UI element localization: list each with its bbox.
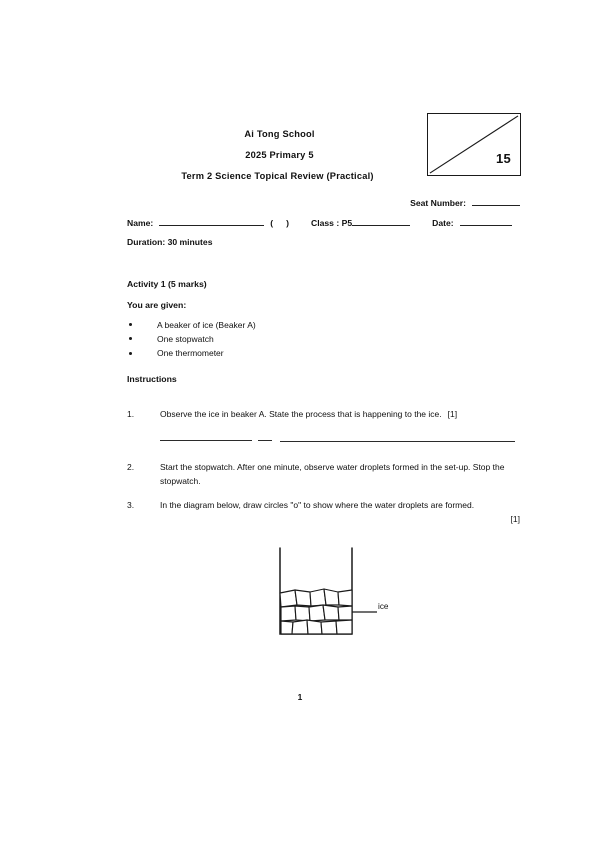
year-level: 2025 Primary 5 [245, 149, 314, 160]
seat-number-row [0, 196, 520, 208]
index-close-paren: ) [286, 218, 290, 228]
list-item [127, 332, 457, 346]
question-3-marks: [1] [510, 513, 520, 524]
question-2-number: 2. [127, 462, 135, 472]
duration-text: Duration: 30 minutes [127, 237, 213, 247]
question-1-marks: [1] [447, 409, 458, 419]
list-item-label: A beaker of ice (Beaker A) [157, 320, 256, 330]
answer-line-segment [160, 440, 252, 441]
list-item-label: One thermometer [157, 348, 224, 359]
bullet-icon [129, 337, 132, 340]
answer-line-question-1[interactable] [160, 440, 515, 442]
question-2-text: Start the stopwatch. After one minute, observe water droplets formed in the set-up. Stop the stopwatch. [160, 462, 505, 486]
question-1-text: Observe the ice in beaker A. State the process that is happening to the ice. [160, 409, 442, 419]
school-name: Ai Tong School [244, 129, 315, 139]
index-open-paren: ( [270, 218, 274, 228]
question-1-number: 1. [127, 409, 135, 419]
beaker-icon [262, 543, 412, 643]
question-3-number: 3. [127, 500, 135, 510]
activity-heading: Activity 1 (5 marks) [127, 279, 207, 289]
list-item [127, 346, 457, 360]
name-label: Name: [127, 218, 154, 228]
date-label: Date: [432, 218, 454, 228]
name-field[interactable] [159, 216, 264, 226]
list-item-label: One stopwatch [157, 334, 214, 345]
given-materials-list [127, 318, 457, 361]
seat-number-label: Seat Number: [410, 198, 466, 208]
header-title-block [145, 130, 410, 192]
ice-label: ice [378, 602, 389, 611]
total-marks-box [427, 113, 521, 176]
instructions-heading: Instructions [127, 374, 177, 384]
bullet-icon [129, 352, 132, 355]
total-marks-value: 15 [495, 151, 511, 166]
date-field[interactable] [460, 216, 512, 226]
answer-line-segment [280, 441, 515, 442]
list-item [127, 318, 457, 332]
particulars-row [127, 216, 512, 228]
question-3 [127, 499, 520, 524]
question-2 [127, 461, 520, 488]
class-field[interactable] [352, 216, 410, 226]
seat-number-field[interactable] [472, 196, 520, 206]
beaker-of-ice-diagram [262, 543, 412, 643]
page-number: 1 [297, 692, 303, 702]
question-1-text-wrap [160, 408, 520, 422]
answer-line-segment [258, 440, 272, 441]
class-label: Class : P5 [311, 218, 353, 228]
bullet-icon [129, 323, 132, 326]
question-1 [127, 408, 520, 422]
question-3-text: In the diagram below, draw circles "o" to show where the water droplets are formed. [160, 500, 475, 510]
exam-title: Term 2 Science Topical Review (Practical) [181, 170, 374, 181]
you-are-given-heading: You are given: [127, 300, 187, 310]
